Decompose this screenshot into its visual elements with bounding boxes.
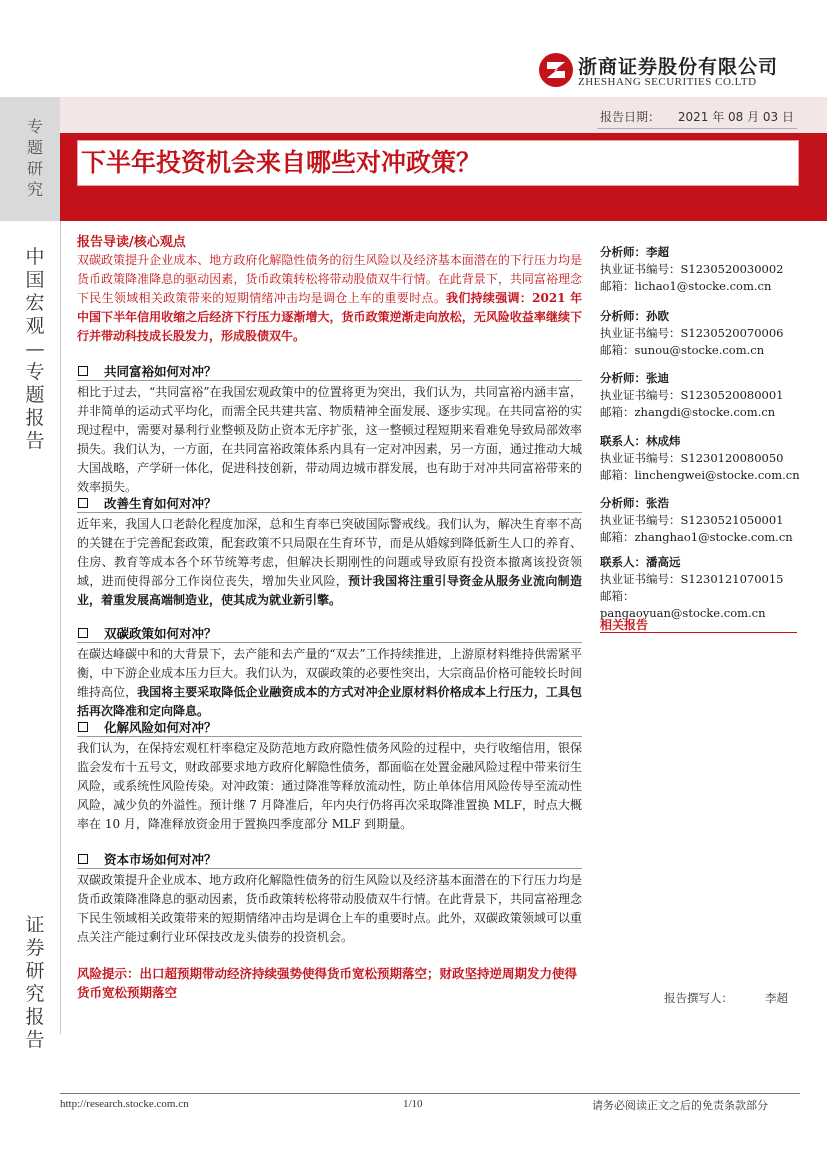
checkbox-bullet-icon (78, 854, 88, 864)
summary-key-point: 我们持续强调：2021 年中国下半年信用收缩之后经济下行压力逐渐增大，货币政策逆渐走向放松，无风险收益率继续下行并带动科技成长股发力，形成股债双牛。 (77, 291, 582, 343)
analyst-name: 联系人：潘高远 (600, 555, 681, 569)
section-text: 近年来，我国人口老龄化程度加深，总和生育率已突破国际警戒线。我们认为，解决生育率不高的关键在于完善配套政策，配套政策不只局限在生育环节，而是从婚嫁到降低新生人口的养育、住房、教育等成本各个环节统筹考虑，但解决长期刚性的问题或导致原有投资本撤离该投资领域，进而使得部分工作岗位丧失，增加失业风险， (77, 517, 582, 588)
company-logo (538, 52, 778, 92)
checkbox-bullet-icon (78, 722, 88, 732)
analyst-name: 分析师：李超 (600, 245, 669, 259)
section-heading (77, 718, 582, 736)
analyst-name: 分析师：张迪 (600, 371, 669, 385)
company-name-cn: 浙商证券股份有限公司 (578, 56, 779, 78)
section-title: 改善生育如何对冲？ (104, 496, 217, 511)
writer-name: 李超 (765, 991, 788, 1005)
section-heading (77, 624, 582, 642)
checkbox-bullet-icon (78, 498, 88, 508)
section-text: 双碳政策提升企业成本、地方政府化解隐性债务的衍生风险以及经济基本面潜在的下行压力均是货币政策降准降息的驱动因素，货币政策转松将带动股债双牛行情。在此背景下，共同富裕理念下民生领域相关政策带来的短期情绪冲击均是调仓上车的重要时点。此外，双碳政策领域可以重点关注产能过剩行业环保技改龙头债券的投资机会。 (77, 873, 582, 944)
category-label: 专题研究 (26, 117, 43, 199)
analyst-name: 分析师：孙欧 (600, 309, 669, 323)
page-number: 1/10 (403, 1098, 423, 1110)
section-body (77, 383, 582, 497)
report-date-value: 2021 年 08 月 03 日 (677, 110, 794, 124)
section-divider (77, 642, 582, 643)
section-title: 化解风险如何对冲？ (104, 720, 217, 735)
analyst-cert: 执业证书编号：S1230521050001 (600, 513, 784, 527)
disclaimer-note: 请务必阅读正文之后的免责条款部分 (592, 1099, 768, 1112)
section-heading (77, 494, 582, 512)
related-reports-rule (600, 632, 797, 633)
sidebar-divider (60, 221, 61, 1034)
section-divider (77, 868, 582, 869)
section-body (77, 645, 582, 721)
section-text: 相比于过去，“共同富裕”在我国宏观政策中的位置将更为突出，我们认为，共同富裕内涵丰富，并非简单的运动式平均化，而需全民共建共富、物质精神全面发展、逐步实现。在共同富裕的实现过程中，需要对暴利行业整顿及防止资本无序扩张，这一整顿过程短期来看难免导致局部效率损失。我们认为，一方面，在共同富裕政策体系内具有一定对冲因素，另一方面，通过推动大城大国战略，产学研一体化，促进科技创新，带动周边城市群发展，也有助于对冲共同富裕带来的效率损失。 (77, 385, 582, 494)
report-date-label: 报告日期： (600, 110, 661, 124)
section-divider (77, 380, 582, 381)
checkbox-bullet-icon (78, 628, 88, 638)
section-body (77, 515, 582, 610)
analyst-name: 联系人：林成炜 (600, 434, 681, 448)
section-divider (77, 736, 582, 737)
analyst-email[interactable]: 邮箱：pangaoyuan@stocke.com.cn (600, 589, 766, 620)
analyst-card (600, 495, 800, 546)
analyst-email[interactable]: 邮箱：lichao1@stocke.com.cn (600, 279, 772, 293)
report-writer (664, 990, 788, 1006)
analyst-cert: 执业证书编号：S1230121070015 (600, 572, 784, 586)
footer-rule (60, 1093, 800, 1094)
date-rule (597, 128, 797, 129)
analyst-name: 分析师：张浩 (600, 496, 669, 510)
summary-text: 双碳政策提升企业成本、地方政府化解隐性债务的衍生风险以及经济基本面潜在的下行压力均是货币政策降准降息的驱动因素，货币政策转松将带动股债双牛行情。在此背景下，共同富裕理念下民生领域相关政策带来的短期情绪冲击均是调仓上车的重要时点。 (77, 253, 582, 305)
section-title: 资本市场如何对冲？ (104, 852, 217, 867)
analyst-email[interactable]: 邮箱：sunou@stocke.com.cn (600, 343, 765, 357)
summary-paragraph (77, 251, 582, 346)
section-body (77, 871, 582, 947)
section-text: 在碳达峰碳中和的大背景下，去产能和去产量的“双去”工作持续推进，上游原材料维持供需紧平衡，中下游企业成本压力巨大。我们认为，双碳政策的必要性突出，大宗商品价格可能较长时间维持高位， (77, 647, 582, 699)
analyst-cert: 执业证书编号：S1230520080001 (600, 388, 784, 402)
section-divider (77, 512, 582, 513)
section-key-point: 预计我国将注重引导资金从服务业流向制造业，着重发展高端制造业，使其成为就业新引擎。 (77, 574, 582, 607)
analyst-card (600, 554, 800, 622)
related-reports-heading: 相关报告 (600, 618, 649, 632)
section-body (77, 739, 582, 834)
section-key-point: 我国将主要采取降低企业融资成本的方式对冲企业原材料价格成本上行压力，工具包括再次降准和定向降息。 (77, 685, 582, 718)
analyst-email[interactable]: 邮箱：zhangdi@stocke.com.cn (600, 405, 776, 419)
report-date (600, 108, 794, 125)
footer-url-link[interactable]: http://research.stocke.com.cn (60, 1098, 189, 1110)
section-heading (77, 362, 582, 380)
analyst-card (600, 370, 800, 421)
analyst-card (600, 433, 800, 484)
page-title: 下半年投资机会来自哪些对冲政策？ (81, 148, 482, 177)
risk-warning: 风险提示：出口超预期带动经济持续强势使得货币宽松预期落空；财政坚持逆周期发力使得货币宽松预期落空 (77, 966, 578, 1000)
analyst-email[interactable]: 邮箱：zhanghao1@stocke.com.cn (600, 530, 793, 544)
company-name-en: ZHESHANG SECURITIES CO.LTD (578, 76, 757, 88)
analyst-email[interactable]: 邮箱：linchengwei@stocke.com.cn (600, 468, 800, 482)
analyst-cert: 执业证书编号：S1230120080050 (600, 451, 784, 465)
research-report-label: 证券研究报告 (25, 914, 45, 1051)
report-type-label: 中国宏观—专题报告 (25, 246, 45, 452)
section-text: 我们认为，在保持宏观杠杆率稳定及防范地方政府隐性债务风险的过程中，央行收缩信用，银保监会发布十五号文，财政部要求地方政府化解隐性债务，都面临在处置金融风险过程中带来衍生风险，或系统性风险传染。对冲政策：通过降准等释放流动性，防止单体信用风险传导至流动性风险，减少负的外溢性。预计继 7 月降准后，年内央行仍将再次采取降准置换 MLF，时点大概率在 10 月，降准释放资金用于置换四季度部分 MLF 到期量。 (77, 741, 582, 831)
checkbox-bullet-icon (78, 366, 88, 376)
analyst-cert: 执业证书编号：S1230520070006 (600, 326, 784, 340)
writer-label: 报告撰写人： (664, 991, 733, 1005)
summary-heading: 报告导读/核心观点 (77, 235, 186, 250)
zheshang-logo-icon (538, 52, 574, 88)
analyst-card (600, 244, 800, 295)
analyst-cert: 执业证书编号：S1230520030002 (600, 262, 784, 276)
section-heading (77, 850, 582, 868)
section-title: 共同富裕如何对冲？ (104, 364, 217, 379)
section-title: 双碳政策如何对冲？ (104, 626, 217, 641)
analyst-card (600, 308, 800, 359)
